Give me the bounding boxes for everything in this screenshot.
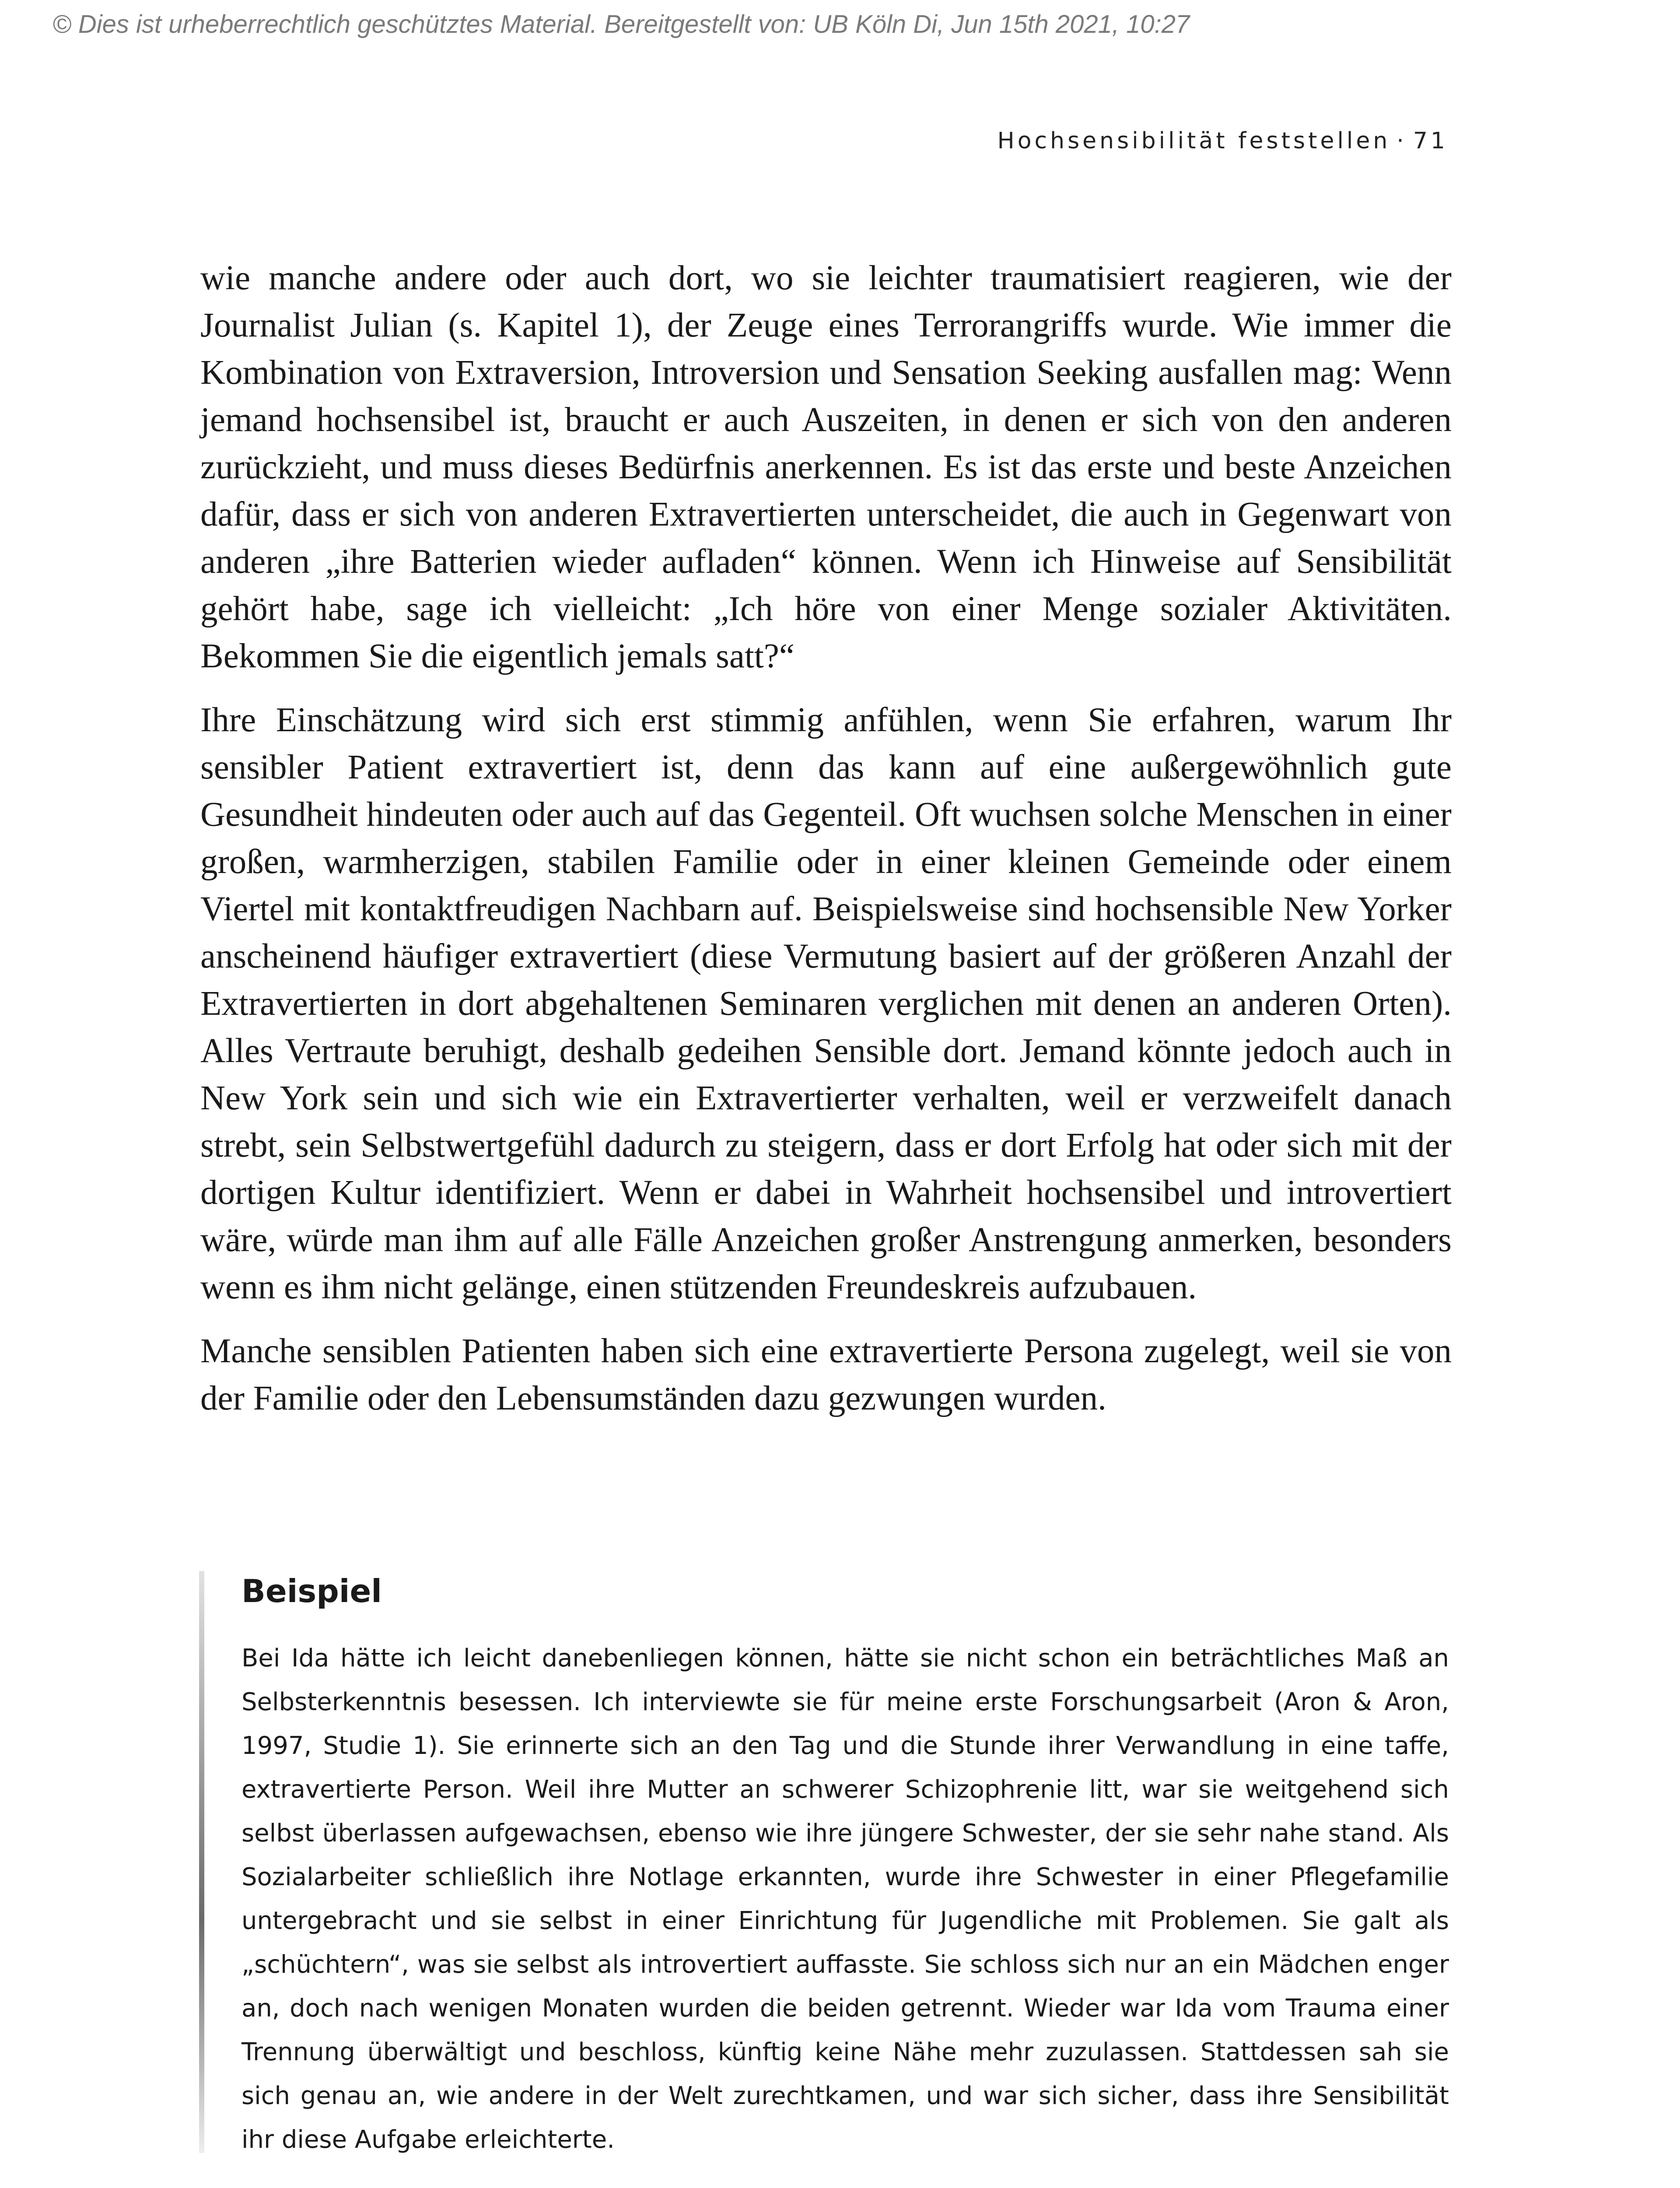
- header-separator: ·: [1396, 128, 1407, 154]
- example-title: Beispiel: [242, 1573, 382, 1609]
- page-number: 71: [1413, 128, 1448, 154]
- paragraph: wie manche andere oder auch dort, wo sie leichter traumatisiert reagieren, wie der Journalist Julian (s. Kapitel 1), der Zeuge eines Terrorangriffs wurde. Wie immer die Kombination von Extraversion, Introversion und Sensation Seeking ausfallen mag: Wenn jemand hochsensibel ist, braucht er auch Auszeiten, in denen er sich von den anderen zurückzieht, und muss dieses Bedürfnis anerkennen. Es ist das erste und beste Anzeichen dafür, dass er sich von anderen Extravertierten unterscheidet, die auch in Gegenwart von anderen „ihre Batterien wieder aufladen“ können. Wenn ich Hinweise auf Sensibilität gehört habe, sage ich vielleicht: „Ich höre von einer Menge sozialer Aktivitäten. Bekommen Sie die eigentlich jemals satt?“: [200, 259, 1452, 675]
- example-side-bar: [199, 1571, 204, 2153]
- example-box: [199, 1571, 1450, 2153]
- paragraph: Manche sensiblen Patienten haben sich eine extravertierte Persona zugelegt, weil sie von der Familie oder den Lebensumständen dazu gezwungen wurden.: [200, 1332, 1452, 1417]
- main-text: [200, 255, 1452, 1439]
- chapter-title: Hochsensibilität feststellen: [997, 128, 1391, 154]
- example-text: Bei Ida hätte ich leicht danebenliegen können, hätte sie nicht schon ein beträchtliches Maß an Selbsterkenntnis besessen. Ich interviewte sie für meine erste Forschungsarbeit (Aron & Aron, 1997, Studie 1). Sie erinnerte sich an den Tag und die Stunde ihrer Verwandlung in eine taffe, extravertierte Person. Weil ihre Mutter an schwerer Schizophrenie litt, war sie weitgehend sich selbst überlassen aufgewachsen, ebenso wie ihre jüngere Schwester, der sie sehr nahe stand. Als Sozialarbeiter schließlich ihre Notlage erkannten, wurde ihre Schwester in einer Pflegefamilie untergebracht und sie selbst in einer Einrichtung für Jugendliche mit Problemen. Sie galt als „schüchtern“, was sie selbst als introvertiert auffasste. Sie schloss sich nur an ein Mädchen enger an, doch nach wenigen Monaten wurden die beiden getrennt. Wieder war Ida vom Trauma einer Trennung überwältigt und beschloss, künftig keine Nähe mehr zuzulassen. Stattdessen sah sie sich genau an, wie andere in der Welt zurechtkamen, und war sich sicher, dass ihre Sensibilität ihr diese Aufgabe erleichterte.: [242, 1644, 1449, 2154]
- copyright-notice: © Dies ist urheberrechtlich geschütztes Material. Bereitgestellt von: UB Köln Di, Jun 15th 2021, 10:27: [52, 10, 1190, 39]
- paragraph: Ihre Einschätzung wird sich erst stimmig anfühlen, wenn Sie erfahren, warum Ihr sensibler Patient extravertiert ist, denn das kann auf eine außergewöhnlich gute Gesundheit hindeuten oder auch auf das Gegenteil. Oft wuchsen solche Menschen in einer großen, warmherzigen, stabilen Familie oder in einer kleinen Gemeinde oder einem Viertel mit kontaktfreudigen Nachbarn auf. Beispielsweise sind hochsensible New Yorker anscheinend häufiger extravertiert (diese Vermutung basiert auf der größeren Anzahl der Extravertierten in dort abgehaltenen Seminaren verglichen mit denen an anderen Orten). Alles Vertraute beruhigt, deshalb gedeihen Sensible dort. Jemand könnte jedoch auch in New York sein und sich wie ein Extravertierter verhalten, weil er verzweifelt danach strebt, sein Selbstwertgefühl dadurch zu steigern, dass er dort Erfolg hat oder sich mit der dortigen Kultur identifiziert. Wenn er dabei in Wahrheit hochsensibel und introvertiert wäre, würde man ihm auf alle Fälle Anzeichen großer Anstrengung anmerken, besonders wenn es ihm nicht gelänge, einen stützenden Freundeskreis aufzubauen.: [200, 701, 1452, 1306]
- running-header: [998, 128, 1448, 154]
